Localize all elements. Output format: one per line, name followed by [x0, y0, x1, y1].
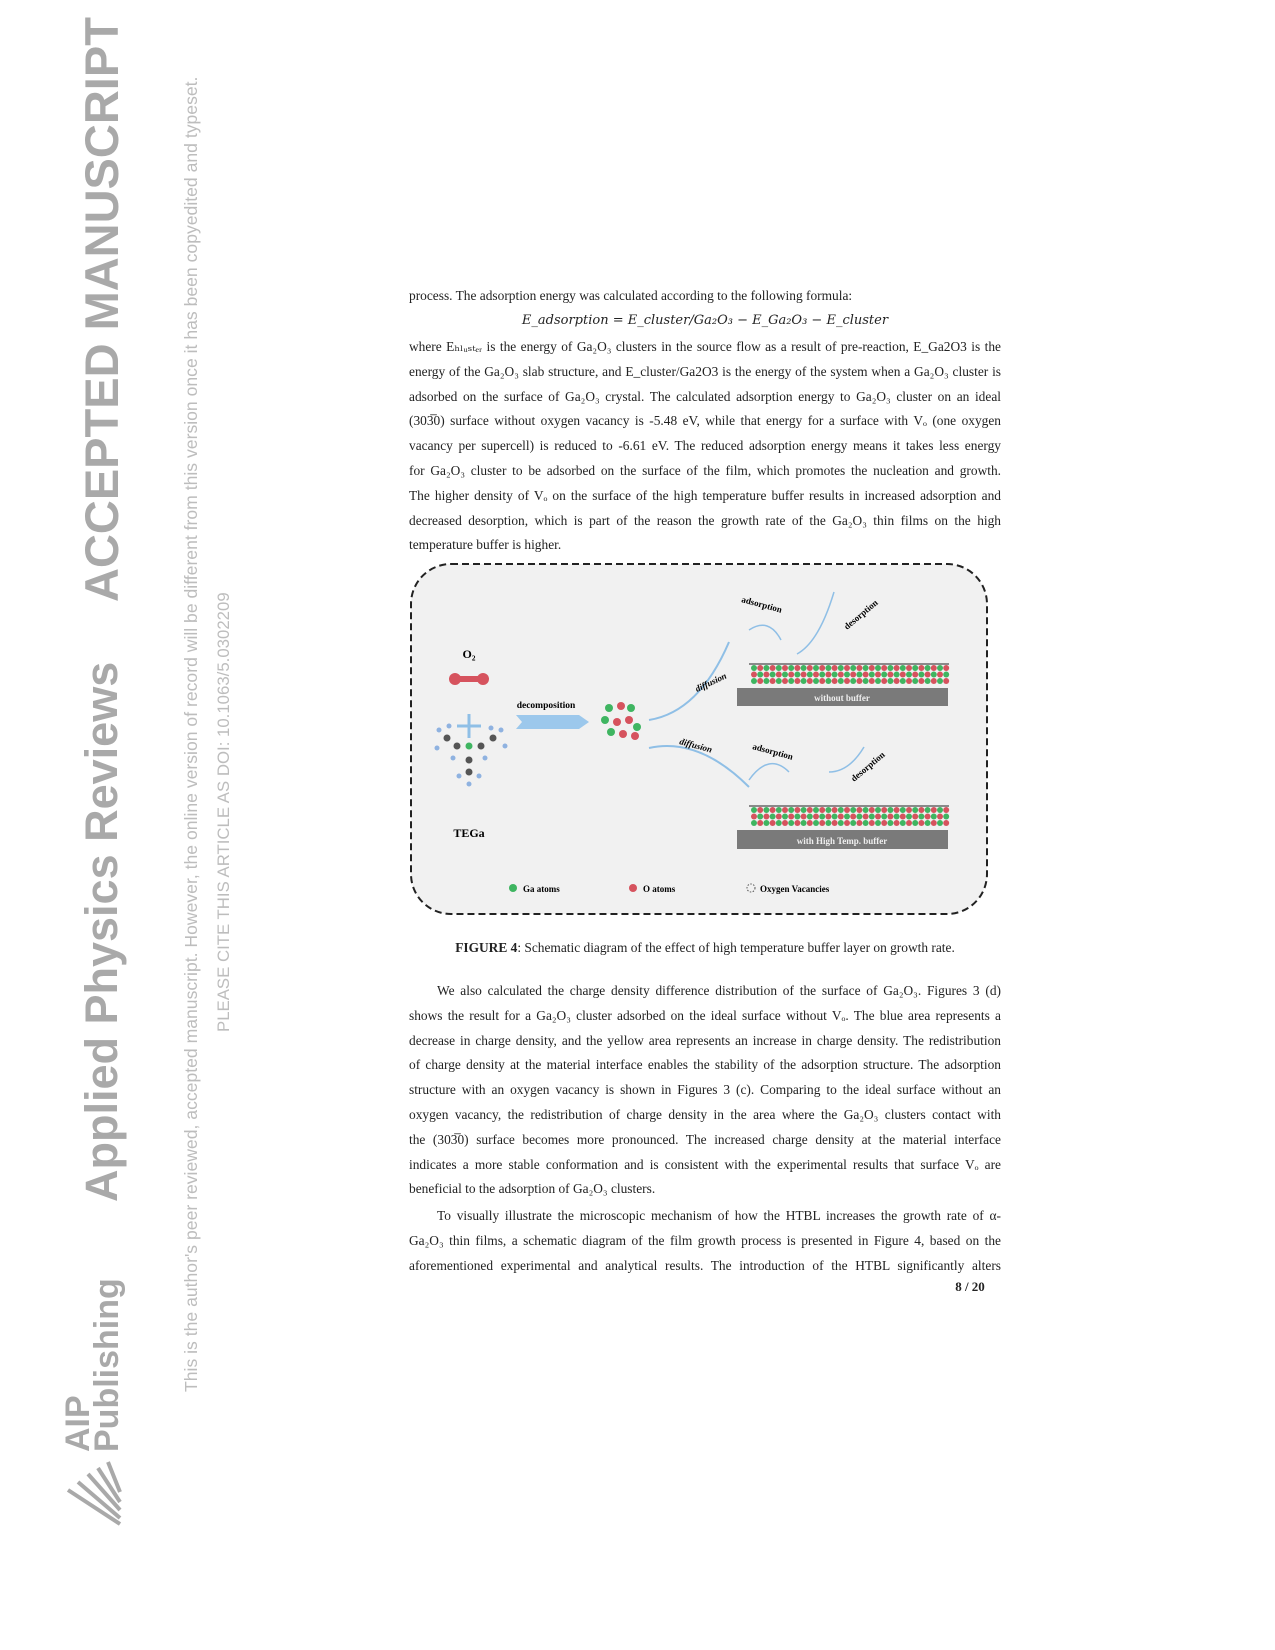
slab-atom [776, 807, 782, 813]
tega-atom [444, 735, 451, 742]
slab-atom [931, 672, 937, 678]
adsorption-energy-formula: E_adsorption = E_cluster/Ga₂O₃ − E_Ga₂O₃ − E_cluster [521, 313, 889, 328]
slab-atom [931, 807, 937, 813]
slab-atom [887, 665, 893, 671]
slab-atom [819, 807, 825, 813]
slab-atom [912, 678, 918, 684]
slab-atom [844, 820, 850, 826]
slab-atom [788, 814, 794, 820]
slab-atom [906, 820, 912, 826]
slab-atom [832, 678, 838, 684]
slab-atom [918, 665, 924, 671]
tega-label: TEGa [453, 826, 485, 840]
slab-atom [794, 678, 800, 684]
slab-atom [788, 820, 794, 826]
publisher-aip: AIP [59, 1395, 97, 1452]
slab-atom [757, 807, 763, 813]
text-line: aforementioned experimental and analytical results. The introduction of the HTBL significantly alters [409, 1257, 1001, 1273]
slab-atom [850, 814, 856, 820]
legend-ga: Ga atoms [523, 884, 560, 894]
slab-atom [943, 665, 949, 671]
diffusion-label-bottom: diffusion [678, 736, 714, 755]
slab-atom [869, 665, 875, 671]
slab-atom [937, 814, 943, 820]
text-line: indicates a more stable conformation and is consistent with the experimental results that surface Vₒ are [409, 1156, 1001, 1172]
publisher-publishing: Publishing [88, 1278, 126, 1452]
slab-atom [918, 807, 924, 813]
text-line: The higher density of Vₒ on the surface of the high temperature buffer results in increased adsorption and [409, 487, 1001, 503]
slab-atom [838, 665, 844, 671]
figure-caption [409, 940, 1001, 956]
slab-atom [776, 678, 782, 684]
slab-atom [776, 665, 782, 671]
slab-atom [850, 665, 856, 671]
aip-logo-icon [64, 1460, 124, 1528]
slab-atom [844, 814, 850, 820]
text-line: shows the result for a Ga₂O₃ cluster adsorbed on the ideal surface without Vₒ. The blue area represents a [409, 1007, 1001, 1023]
slab-atom [813, 678, 819, 684]
slab-atom [763, 665, 769, 671]
h-atom [467, 782, 472, 787]
slab-atom [925, 814, 931, 820]
slab-atom [894, 665, 900, 671]
legend-vacancy: Oxygen Vacancies [760, 884, 830, 894]
slab-atom [925, 820, 931, 826]
desorption-label-top: desorption [841, 597, 880, 632]
figure-border [411, 564, 987, 914]
slab-atom [931, 665, 937, 671]
slab-atom [788, 672, 794, 678]
h-atom [483, 756, 488, 761]
slab-atom [881, 807, 887, 813]
text-line: structure with an oxygen vacancy is shown in Figures 3 (c). Comparing to the ideal surface without an [409, 1082, 1001, 1098]
slab-atom [770, 672, 776, 678]
slab-atom [856, 807, 862, 813]
slab-atom [782, 665, 788, 671]
slab-atom [807, 672, 813, 678]
text-line: temperature buffer is higher. [409, 537, 562, 553]
slab-atom [850, 678, 856, 684]
figure-4-schematic [409, 562, 989, 918]
slab-atom [856, 814, 862, 820]
slab-atom [875, 814, 881, 820]
text-line: adsorbed on the surface of Ga₂O₃ crystal. The calculated adsorption energy to Ga₂O₃ cluster on an ideal [409, 388, 1001, 404]
slab-atom [801, 678, 807, 684]
slab-atom [770, 665, 776, 671]
text-line: (303̅0) surface without oxygen vacancy is -5.48 eV, while that energy for a surface with Vₒ (one oxygen [409, 413, 1001, 429]
slab-atom [782, 672, 788, 678]
slab-atom [770, 814, 776, 820]
text-line: beneficial to the adsorption of Ga₂O₃ clusters. [409, 1181, 656, 1197]
slab-atom [751, 820, 757, 826]
decomposition-arrow-icon [516, 715, 589, 729]
slab-atom [844, 672, 850, 678]
slab-atom [900, 678, 906, 684]
slab-atom [943, 678, 949, 684]
slab-atom [782, 814, 788, 820]
diffusion-label-top: diffusion [693, 670, 729, 694]
text-line: where Eₕₗᵤₛₜₑᵣ is the energy of Ga₂O₃ clusters in the source flow as a result of pre-reaction, E_Ga2O3 is the [409, 339, 1001, 354]
slab-atom [794, 665, 800, 671]
slab-atom [813, 820, 819, 826]
text-line: decrease in charge density, and the yellow area represents an increase in charge density. The redistribution [409, 1032, 1001, 1048]
slab-atom [825, 672, 831, 678]
slab-atom [894, 678, 900, 684]
slab-atom [763, 678, 769, 684]
slab-atom [918, 672, 924, 678]
slab-atom [856, 678, 862, 684]
slab-atom [838, 678, 844, 684]
slab-atom [825, 820, 831, 826]
slab-atom [925, 678, 931, 684]
slab-atom [838, 820, 844, 826]
slab-atom [813, 814, 819, 820]
slab-atom [807, 665, 813, 671]
ga-atom [633, 723, 641, 731]
slab-atom [869, 820, 875, 826]
slab-atom [794, 807, 800, 813]
slab-atom [918, 678, 924, 684]
slab-atom [844, 678, 850, 684]
slab-atom [751, 665, 757, 671]
slab-atom [850, 807, 856, 813]
slab-atom [819, 820, 825, 826]
o-atom [617, 702, 625, 710]
slab-atom [887, 678, 893, 684]
slab-atom [931, 814, 937, 820]
text-line: of charge density at the material interface enables the stability of the adsorption structure. The adsorption [409, 1057, 1001, 1073]
slab-atom [788, 678, 794, 684]
slab-atom [856, 665, 862, 671]
o-atom [631, 732, 639, 740]
h-atom [435, 746, 440, 751]
o-atom-legend-icon [629, 884, 637, 892]
text-line: Ga₂O₃ thin films, a schematic diagram of the film growth process is presented in Figure 4, based on the [409, 1232, 1001, 1248]
slab-atom [794, 820, 800, 826]
film-slab-without-buffer [749, 664, 949, 684]
text-line: the (303̅0) surface becomes more pronounced. The increased charge density at the material interface [409, 1131, 1001, 1147]
slab-atom [801, 665, 807, 671]
slab-atom [881, 665, 887, 671]
slab-atom [832, 820, 838, 826]
slab-atom [931, 678, 937, 684]
slab-atom [807, 820, 813, 826]
slab-atom [900, 672, 906, 678]
paragraph-3 [409, 1204, 1001, 1278]
with-buffer-label: with High Temp. buffer [796, 836, 888, 846]
text-line: process. The adsorption energy was calculated according to the following formula: [409, 288, 853, 303]
slab-atom [875, 665, 881, 671]
slab-atom [757, 672, 763, 678]
slab-atom [794, 672, 800, 678]
o-atom [619, 730, 627, 738]
paragraph-1-body [409, 335, 1001, 558]
slab-atom [757, 820, 763, 826]
tega-atom [490, 735, 497, 742]
slab-atom [819, 678, 825, 684]
legend-o: O atoms [643, 884, 676, 894]
text-line: oxygen vacancy, the redistribution of charge density in the area where the Ga₂O₃ clusters contact with [409, 1106, 1001, 1122]
slab-atom [838, 807, 844, 813]
page-number: 8 / 20 [955, 1279, 985, 1294]
slab-atom [869, 814, 875, 820]
slab-atom [863, 820, 869, 826]
slab-atom [832, 814, 838, 820]
slab-atom [937, 672, 943, 678]
slab-atom [906, 814, 912, 820]
accepted-manuscript-watermark: ACCEPTED MANUSCRIPT [75, 17, 128, 602]
slab-atom [763, 820, 769, 826]
without-buffer-label: without buffer [814, 693, 870, 703]
slab-atom [770, 678, 776, 684]
h-atom [457, 774, 462, 779]
slab-atom [801, 672, 807, 678]
text-line: vacancy per supercell) is reduced to -6.61 eV. The reduced adsorption energy means it takes less energy [409, 438, 1001, 454]
ga-atom [607, 728, 615, 736]
slab-atom [776, 814, 782, 820]
slab-atom [887, 820, 893, 826]
tega-atom [478, 743, 485, 750]
slab-atom [881, 814, 887, 820]
slab-atom [937, 807, 943, 813]
slab-atom [925, 672, 931, 678]
h-atom [503, 744, 508, 749]
slab-atom [943, 807, 949, 813]
slab-atom [850, 672, 856, 678]
slab-atom [832, 672, 838, 678]
ga-atom-legend-icon [509, 884, 517, 892]
slab-atom [925, 665, 931, 671]
slab-atom [906, 807, 912, 813]
slab-atom [856, 672, 862, 678]
slab-atom [819, 814, 825, 820]
text-line: To visually illustrate the microscopic mechanism of how the HTBL increases the growth rate of α- [437, 1208, 1001, 1223]
slab-atom [875, 807, 881, 813]
slab-atom [869, 672, 875, 678]
ga-atom [627, 704, 635, 712]
slab-atom [863, 665, 869, 671]
slab-atom [782, 807, 788, 813]
o2-label: O₂ [462, 647, 476, 661]
doi-citation: PLEASE CITE THIS ARTICLE AS DOI: 10.1063/5.0302209 [214, 592, 233, 1032]
slab-atom [856, 820, 862, 826]
manuscript-note: This is the author's peer reviewed, accepted manuscript. However, the online version of record will be different from this version once it has been copyedited and typeset. [181, 76, 201, 1392]
slab-atom [943, 672, 949, 678]
slab-atom [832, 665, 838, 671]
slab-atom [875, 678, 881, 684]
slab-atom [838, 672, 844, 678]
slab-atom [757, 678, 763, 684]
slab-atom [887, 814, 893, 820]
slab-atom [844, 807, 850, 813]
slab-atom [863, 678, 869, 684]
text-line: energy of the Ga₂O₃ slab structure, and E_cluster/Ga2O3 is the energy of the system when a Ga₂O₃ cluster is [409, 363, 1001, 379]
slab-atom [757, 665, 763, 671]
slab-atom [807, 807, 813, 813]
slab-atom [819, 672, 825, 678]
slab-atom [906, 672, 912, 678]
slab-atom [943, 820, 949, 826]
adsorption-label-bottom: adsorption [751, 741, 795, 762]
caption-text: : Schematic diagram of the effect of high temperature buffer layer on growth rate. [517, 940, 955, 955]
slab-atom [751, 678, 757, 684]
paragraph-1 [409, 284, 1001, 309]
text-line: for Ga₂O₃ cluster to be adsorbed on the surface of the film, which promotes the nucleation and growth. [409, 462, 1001, 478]
slab-atom [813, 672, 819, 678]
text-line: We also calculated the charge density difference distribution of the surface of Ga₂O₃. Figures 3 (d) [437, 983, 1001, 998]
slab-atom [763, 807, 769, 813]
slab-atom [776, 672, 782, 678]
slab-atom [881, 820, 887, 826]
tega-atom [454, 743, 461, 750]
slab-atom [825, 807, 831, 813]
slab-atom [906, 678, 912, 684]
slab-atom [788, 807, 794, 813]
h-atom [489, 726, 494, 731]
slab-atom [912, 814, 918, 820]
slab-atom [801, 820, 807, 826]
slab-atom [887, 672, 893, 678]
slab-atom [875, 820, 881, 826]
slab-atom [832, 807, 838, 813]
o-atom [625, 716, 633, 724]
slab-atom [770, 820, 776, 826]
slab-atom [918, 820, 924, 826]
slab-atom [763, 814, 769, 820]
slab-atom [813, 807, 819, 813]
paragraph-2 [409, 979, 1001, 1202]
slab-atom [751, 672, 757, 678]
h-atom [477, 774, 482, 779]
tega-atom [466, 757, 473, 764]
slab-atom [813, 665, 819, 671]
slab-atom [819, 665, 825, 671]
slab-atom [894, 820, 900, 826]
slab-atom [918, 814, 924, 820]
slab-atom [763, 672, 769, 678]
slab-atom [863, 807, 869, 813]
tega-atom [466, 769, 473, 776]
slab-atom [782, 820, 788, 826]
slab-atom [912, 665, 918, 671]
slab-atom [881, 672, 887, 678]
slab-atom [794, 814, 800, 820]
slab-atom [825, 665, 831, 671]
slab-atom [838, 814, 844, 820]
caption-label: FIGURE 4 [455, 940, 518, 955]
slab-atom [937, 665, 943, 671]
slab-atom [900, 814, 906, 820]
slab-atom [931, 820, 937, 826]
slab-atom [875, 672, 881, 678]
slab-atom [894, 672, 900, 678]
slab-atom [943, 814, 949, 820]
h-atom [437, 728, 442, 733]
decomposition-label: decomposition [516, 701, 576, 711]
slab-atom [894, 814, 900, 820]
h-atom [451, 756, 456, 761]
slab-atom [925, 807, 931, 813]
slab-atom [881, 678, 887, 684]
slab-atom [850, 820, 856, 826]
slab-atom [825, 678, 831, 684]
slab-atom [801, 814, 807, 820]
slab-atom [937, 820, 943, 826]
slab-atom [751, 814, 757, 820]
slab-atom [912, 820, 918, 826]
slab-atom [757, 814, 763, 820]
slab-atom [912, 672, 918, 678]
h-atom [499, 728, 504, 733]
slab-atom [801, 807, 807, 813]
slab-atom [807, 678, 813, 684]
slab-atom [906, 665, 912, 671]
slab-atom [937, 678, 943, 684]
tega-atom [466, 743, 473, 750]
o-atom [613, 718, 621, 726]
ga-atom [601, 716, 609, 724]
text-line: decreased desorption, which is part of the reason the growth rate of the Ga₂O₃ thin films on the high [409, 512, 1001, 528]
slab-atom [844, 665, 850, 671]
film-slab-with-buffer [749, 806, 949, 826]
slab-atom [770, 807, 776, 813]
slab-atom [900, 820, 906, 826]
adsorption-label-top: adsorption [740, 594, 784, 615]
slab-atom [782, 678, 788, 684]
h-atom [447, 724, 452, 729]
slab-atom [825, 814, 831, 820]
slab-atom [869, 807, 875, 813]
slab-atom [863, 814, 869, 820]
desorption-label-bottom: desorption [848, 749, 887, 784]
slab-atom [900, 665, 906, 671]
slab-atom [900, 807, 906, 813]
ga-atom [605, 704, 613, 712]
slab-atom [788, 665, 794, 671]
slab-atom [887, 807, 893, 813]
slab-atom [869, 678, 875, 684]
slab-atom [776, 820, 782, 826]
slab-atom [894, 807, 900, 813]
journal-name: Applied Physics Reviews [76, 661, 127, 1202]
slab-atom [751, 807, 757, 813]
slab-atom [807, 814, 813, 820]
slab-atom [912, 807, 918, 813]
slab-atom [863, 672, 869, 678]
